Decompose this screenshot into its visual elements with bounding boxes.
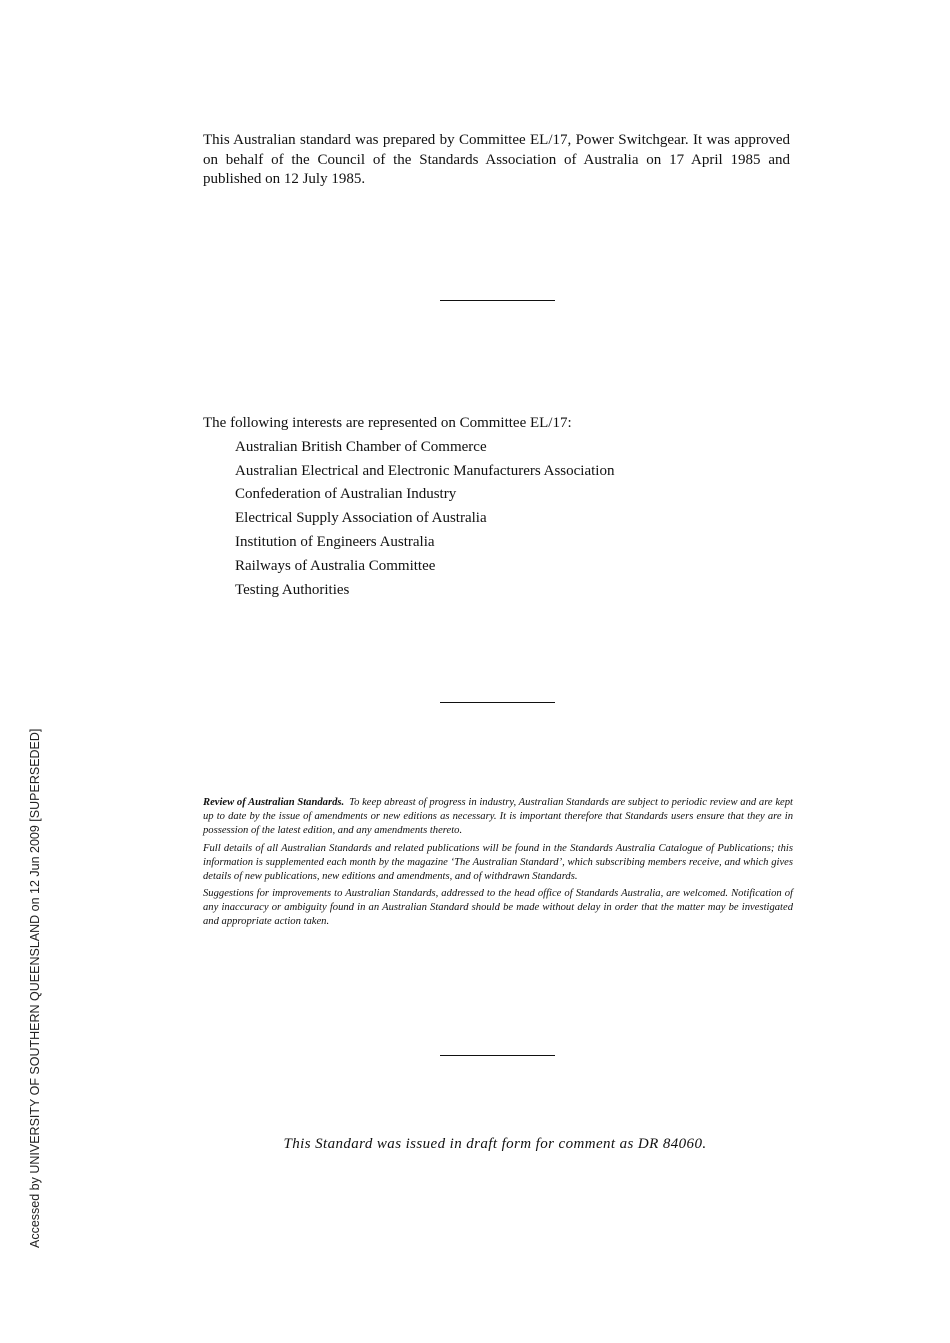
committee-member: Institution of Engineers Australia [235,533,435,550]
divider-rule [440,702,555,703]
review-heading: Review of Australian Standards. [203,797,345,808]
committee-interests [203,412,803,602]
divider-rule [440,1055,555,1056]
committee-member-list [203,436,803,603]
divider-rule [440,300,555,301]
review-paragraph: Full details of all Australian Standards and related publications will be found in the Standards Australia Catalogue of Publications; this information is supplemented each month by the magazine ‘The Australian Standard’, which subscribing members receive, and which gives details of new publications, new editions and amendments, and of withdrawn Standards. [203,842,793,882]
draft-note: This Standard was issued in draft form for comment as DR 84060. [283,1136,707,1152]
committee-intro: The following interests are represented on Committee EL/17: [203,415,572,431]
review-paragraph [203,796,793,838]
committee-member: Railways of Australia Committee [235,557,436,574]
access-watermark: Accessed by UNIVERSITY OF SOUTHERN QUEENSLAND on 12 Jun 2009 [SUPERSEDED] [28,728,42,1248]
review-paragraph: Suggestions for improvements to Australian Standards, addressed to the head office of Standards Australia, are welcomed. Notification of any inaccuracy or ambiguity found in an Australian Standard should be made without delay in order that the matter may be investigated and appropriate action taken. [203,888,793,928]
review-notice [203,796,793,933]
committee-member: Australian British Chamber of Commerce [235,438,487,455]
committee-member: Confederation of Australian Industry [235,486,457,503]
committee-member: Australian Electrical and Electronic Manufacturers Association [235,462,615,479]
review-text: To keep abreast of progress in industry, Australian Standards are subject to periodic review and are kept up to date by the issue of amendments or new editions as necessary. It is important therefore that Standards users ensure that they are in possession of the latest edition, and any amendments thereto. [203,797,794,836]
preparation-note: This Australian standard was prepared by Committee EL/17, Power Switchgear. It was approved on behalf of the Council of the Standards Association of Australia on 17 April 1985 and published on 12 July 1985. [203,132,790,187]
committee-member: Electrical Supply Association of Australia [235,510,487,527]
committee-member: Testing Authorities [235,581,350,598]
